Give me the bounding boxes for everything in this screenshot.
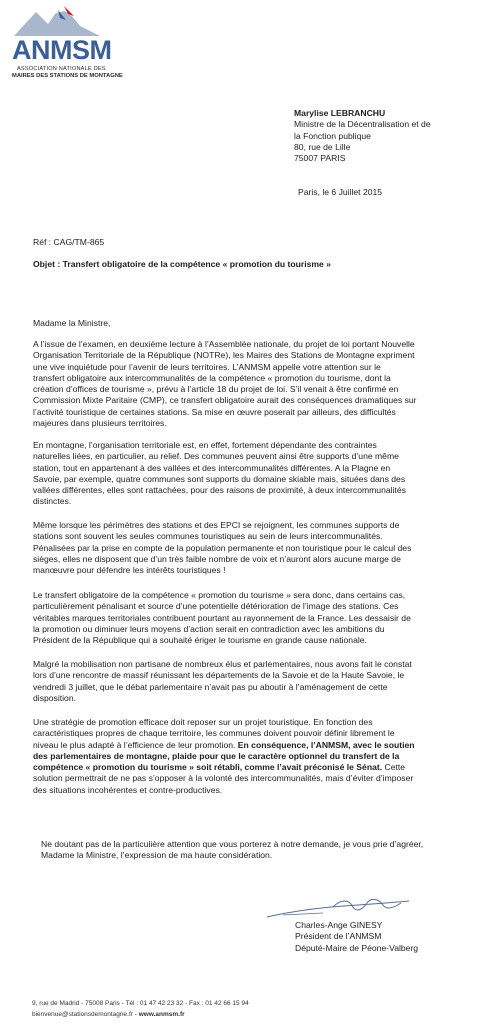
paragraph-line: l’activité touristique de certaines stations. Sa mise en œuvre poserait par ailleurs, des difficultés	[33, 406, 396, 417]
paragraph-line: Savoie, par exemple, quatre communes sont supports du domaine skiable mais, situées dans des	[33, 473, 406, 484]
paragraph-4	[33, 590, 445, 646]
paragraph-1	[33, 339, 445, 429]
paragraph-line: Même lorsque les périmètres des stations et des EPCI se rejoignent, les communes supports de	[33, 520, 400, 530]
paragraph-line: disposition.	[33, 692, 76, 703]
emphasis-text: compétence « promotion du tourisme » soit rétabli, comme l’avait préconisé le Sénat.	[33, 762, 383, 773]
paragraph-line: la promotion ou diminuer leurs moyens d’action serait en contradiction avec les ambitions du	[33, 623, 385, 634]
letter-date: Paris, le 6 Juillet 2015	[298, 187, 383, 197]
paragraph-line: En montagne, l’organisation territoriale est, en effet, fortement dépendante des contraintes	[33, 440, 377, 450]
paragraph-line: caractéristiques propres de chaque territoire, les communes doivent pouvoir définir librement le	[33, 728, 395, 739]
paragraph-line: A l’issue de l’examen, en deuxième lecture à l’Assemblée nationale, du projet de loi portant Nouvelle	[33, 339, 415, 349]
paragraph-line: particulièrement pénalisant et source d’une potentielle détérioration de l’image des stations. Ces	[33, 601, 399, 612]
paragraph-line: distinctes.	[33, 496, 72, 507]
signatory-title: Président de l’ANMSM	[295, 931, 382, 942]
closing-formula	[41, 839, 461, 862]
paragraph-2	[33, 440, 445, 508]
salutation: Madame la Ministre,	[33, 318, 111, 328]
paragraph-3	[33, 520, 445, 576]
paragraph-5	[33, 659, 445, 704]
logo-subtitle-bold: MAIRES DES STATIONS DE MONTAGNE	[12, 73, 123, 79]
signatory-name: Charles-Ange GINESY	[295, 920, 383, 930]
footer-website: www.anmsm.fr	[138, 1011, 185, 1018]
paragraph-line: des situations incohérentes et contre-productives.	[33, 784, 223, 795]
paragraph-line	[33, 751, 445, 762]
footer-contact	[32, 1011, 185, 1018]
paragraph-line	[33, 740, 445, 751]
paragraph-text: Cette	[384, 762, 406, 773]
paragraph-6	[33, 717, 445, 796]
paragraph-line: solution permettrait de ne pas s’opposer à la volonté des intercommunalités, mais d’éviter d’imposer	[33, 773, 414, 784]
paragraph-line: Pénalisées par la prise en compte de la population permanente et non touristique pour le calcul des	[33, 542, 412, 553]
signatory-block	[295, 920, 418, 954]
paragraph-line: Malgré la mobilisation non partisane de nombreux élus et parlementaires, nous avons fait le constat	[33, 659, 412, 669]
paragraph-line: Président de la République qui a souhaité ériger le tourisme en grande cause nationale.	[33, 635, 367, 646]
paragraph-line: Commission Mixte Paritaire (CMP), ce transfert obligatoire aurait des conséquences dramatiques sur	[33, 395, 417, 406]
paragraph-line: véritables marques territoriales contribuent pourtant au rayonnement de la France. Les dessaisir de	[33, 612, 411, 623]
paragraph-line: transfert obligatoire aux intercommunalités de la compétence « promotion du tourisme, dont la	[33, 372, 391, 383]
subject-line: Objet : Transfert obligatoire de la compétence « promotion du tourisme »	[33, 259, 331, 269]
recipient-line: la Fonction publique	[294, 130, 371, 141]
paragraph-line: une vive inquiétude pour l’avenir de leurs territoires. L’ANMSM appelle votre attention sur le	[33, 361, 381, 372]
recipient-address	[294, 108, 474, 164]
paragraph-line: vendredi 3 juillet, que le débat parlementaire n’avait pas pu aboutir à l’aménagement de cette	[33, 681, 388, 692]
recipient-line: Ministre de la Décentralisation et de	[294, 119, 431, 130]
paragraph-line	[33, 762, 445, 773]
closing-line: Ne doutant pas de la particulière attention que vous porterez à notre demande, je vous prie d’agréer,	[41, 839, 424, 849]
paragraph-line: vallées différentes, elles sont rattachées, pour des raisons de proximité, à deux intercommunalités	[33, 485, 406, 496]
closing-line: Madame la Ministre, l’expression de ma haute considération.	[41, 850, 273, 861]
paragraph-line: Organisation Territoriale de la République (NOTRe), les Maires des Stations de Montagne expriment	[33, 350, 415, 361]
paragraph-line: Une stratégie de promotion efficace doit reposer sur un projet touristique. En fonction des	[33, 717, 373, 727]
logo-subtitle: ASSOCIATION NATIONALE DES	[17, 66, 106, 72]
paragraph-line: station, tout en appartenant à des vallées et des intercommunalités différentes. A la Plagne en	[33, 462, 391, 473]
emphasis-text: des parlementaires de montagne, plaide pour que le caractère optionnel du transfert de la	[33, 750, 400, 761]
paragraph-line: naturelles liées, en particulier, au relief. Des communes peuvent ainsi être supports d’une même	[33, 451, 399, 462]
paragraph-line: manœuvre pour défendre les intérêts touristiques !	[33, 565, 226, 576]
recipient-name: Marylise LEBRANCHU	[294, 108, 386, 118]
paragraph-line: lors d’une rencontre de massif réunissant les départements de la Savoie et de la Haute Savoie, le	[33, 670, 405, 681]
paragraph-line: majeures dans plusieurs territoires.	[33, 418, 167, 429]
paragraph-text: niveau le plus adapté à l’efficience de leur promotion.	[33, 739, 236, 750]
handwritten-signature	[263, 897, 413, 921]
reference: Réf : CAG/TM-865	[33, 237, 105, 247]
signatory-title: Député-Maire de Péone-Valberg	[295, 942, 419, 953]
recipient-line: 80, rue de Lille	[294, 141, 351, 152]
emphasis-text: En conséquence, l’ANMSM, avec le soutien	[237, 739, 415, 750]
logo-wordmark: ANMSM	[12, 35, 112, 65]
footer-address: 9, rue de Madrid - 75008 Paris - Tél : 01 47 42 23 32 - Fax : 01 42 66 15 94	[32, 1000, 249, 1007]
footer-email: bienvenue@stationsdemontagne.fr -	[32, 1011, 139, 1018]
paragraph-line: stations sont souvent les seules communes touristiques au sein de leurs intercommunalités.	[33, 531, 383, 542]
paragraph-line: Le transfert obligatoire de la compétence « promotion du tourisme » sera donc, dans certains cas,	[33, 590, 406, 600]
paragraph-line: sièges, elles ne disposent que d’un très faible nombre de voix et n’auront alors aucune marge de	[33, 553, 401, 564]
logo-mountain-icon	[14, 4, 100, 36]
recipient-line: 75007 PARIS	[294, 153, 346, 164]
paragraph-line: création d’offices de tourisme », prévu à l’article 18 du projet de loi. S’il venait à être confirmé en	[33, 384, 399, 395]
